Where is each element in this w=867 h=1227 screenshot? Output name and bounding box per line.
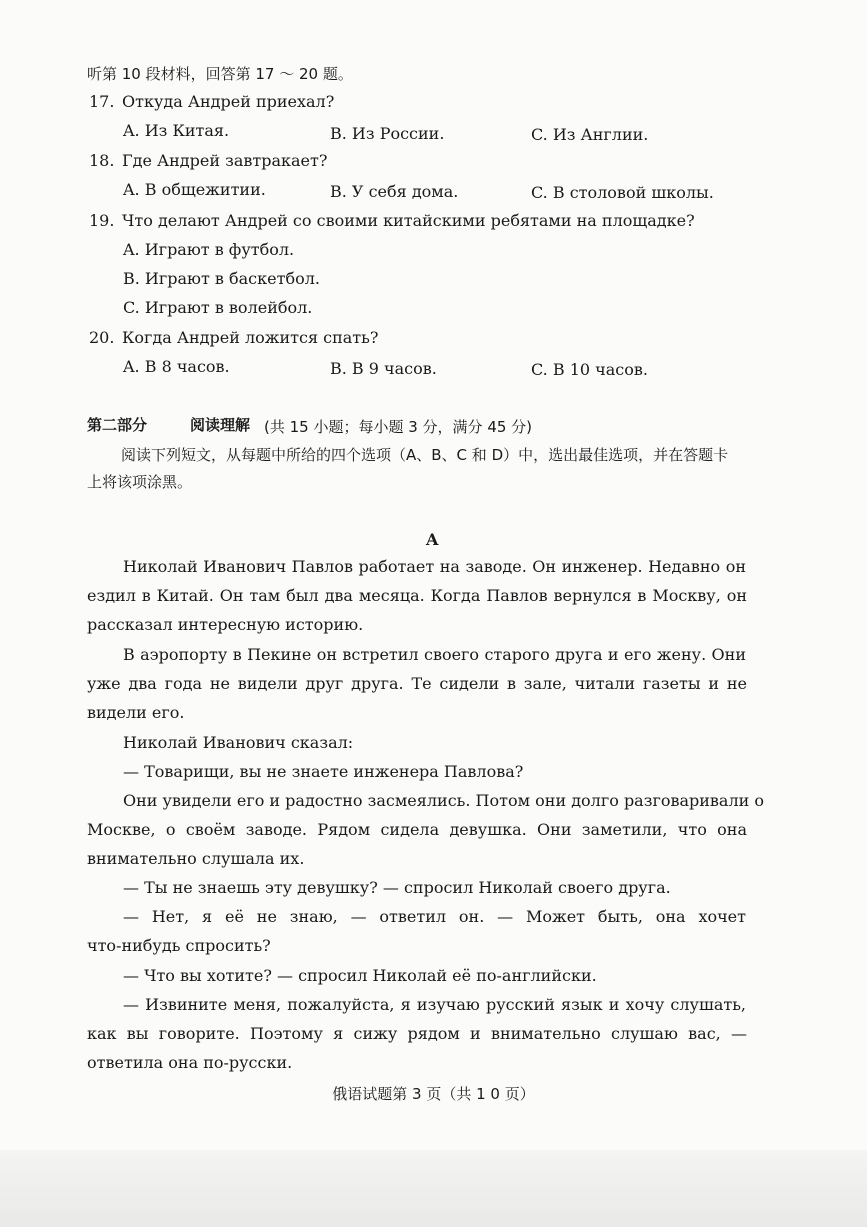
passage-line-18: ответила она по-русски. — [87, 1053, 293, 1072]
passage-line-11: внимательно слушала их. — [87, 849, 305, 868]
passage-line-17: как вы говорите. Поэтому я сижу рядом и внимательно слушаю вас, — — [87, 1024, 747, 1043]
passage-line-5: уже два года не видели друг друга. Те сидели в зале, читали газеты и не — [87, 674, 747, 693]
question-18-option-a: A. В общежитии. — [123, 180, 266, 199]
passage-line-2: ездил в Китай. Он там был два месяца. Когда Павлов вернулся в Москву, он — [87, 586, 747, 605]
part2-instruction-line2: 上将该项涂黑。 — [87, 473, 193, 491]
question-19-option-a: A. Играют в футбол. — [123, 240, 295, 259]
question-18-number: 18. — [89, 151, 115, 170]
question-19-text: Что делают Андрей со своими китайскими ребятами на площадке? — [122, 211, 695, 230]
question-17-text: Откуда Андрей приехал? — [122, 92, 335, 111]
part2-heading-title: 阅读理解 — [190, 416, 251, 434]
listening-intro: 听第 10 段材料，回答第 17 ～ 20 题。 — [87, 65, 353, 83]
passage-line-14: что-нибудь спросить? — [87, 936, 271, 955]
question-19-option-b: B. Играют в баскетбол. — [123, 269, 320, 288]
question-19-number: 19. — [89, 211, 115, 230]
question-17-option-a: A. Из Китая. — [123, 121, 230, 140]
question-17-option-c: C. Из Англии. — [531, 125, 649, 144]
question-20-option-b: B. В 9 часов. — [330, 359, 437, 378]
question-19-option-c: C. Играют в волейбол. — [123, 298, 313, 317]
question-17-option-b: B. Из России. — [330, 124, 445, 143]
passage-line-10: Москве, о своём заводе. Рядом сидела девушка. Они заметили, что она — [87, 820, 747, 839]
passage-line-13: — Нет, я её не знаю, — ответил он. — Может быть, она хочет — [123, 907, 746, 926]
page-footer: 俄语试题第 3 页（共 1 0 页） — [332, 1085, 535, 1103]
passage-line-16: — Извините меня, пожалуйста, я изучаю русский язык и хочу слушать, — [123, 995, 746, 1014]
question-18-option-c: C. В столовой школы. — [531, 183, 714, 202]
passage-line-12: — Ты не знаешь эту девушку? — спросил Николай своего друга. — [123, 878, 671, 897]
passage-line-6: видели его. — [87, 703, 185, 722]
passage-line-15: — Что вы хотите? — спросил Николай её по-английски. — [123, 966, 597, 985]
part2-instruction-line1: 阅读下列短文，从每题中所给的四个选项（A、B、C 和 D）中，选出最佳选项，并在答题卡 — [121, 446, 729, 464]
question-20-option-a: A. В 8 часов. — [123, 357, 230, 376]
passage-line-3: рассказал интересную историю. — [87, 615, 364, 634]
passage-line-7: Николай Иванович сказал: — [123, 733, 354, 752]
question-18-option-b: B. У себя дома. — [330, 182, 459, 201]
part2-heading-part: 第二部分 — [87, 416, 148, 434]
passage-line-4: В аэропорту в Пекине он встретил своего старого друга и его жену. Они — [123, 645, 746, 664]
question-17-number: 17. — [89, 92, 115, 111]
question-20-text: Когда Андрей ложится спать? — [122, 328, 379, 347]
question-18-text: Где Андрей завтракает? — [122, 151, 328, 170]
passage-label: A — [426, 530, 439, 549]
part2-heading-note: (共 15 小题；每小题 3 分，满分 45 分) — [264, 418, 533, 436]
question-20-number: 20. — [89, 328, 115, 347]
passage-line-8: — Товарищи, вы не знаете инженера Павлова? — [123, 762, 524, 781]
passage-line-1: Николай Иванович Павлов работает на заводе. Он инженер. Недавно он — [123, 557, 746, 576]
question-20-option-c: C. В 10 часов. — [531, 360, 648, 379]
page-bottom-shade — [0, 1150, 867, 1227]
passage-line-9: Они увидели его и радостно засмеялись. Потом они долго разговаривали о — [123, 791, 765, 810]
